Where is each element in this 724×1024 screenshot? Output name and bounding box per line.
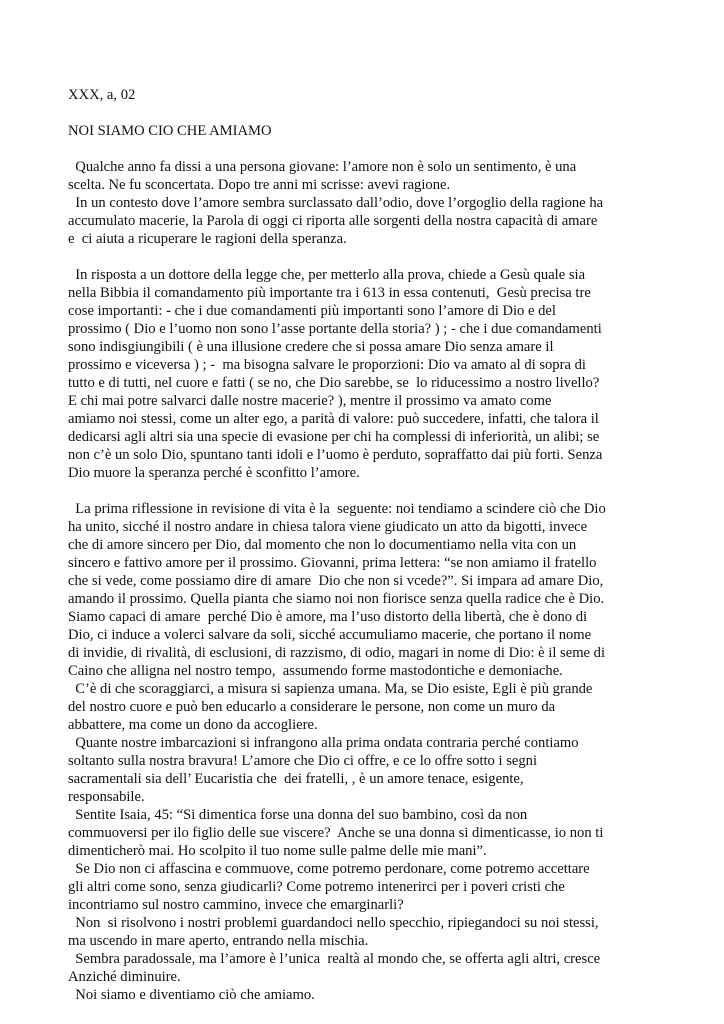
document-title: NOI SIAMO CIO CHE AMIAMO <box>68 123 272 139</box>
body-text-line: cose importanti: - che i due comandamenti più importanti sono l’amore di Dio e del <box>68 303 556 319</box>
body-text-line: amando il prossimo. Quella pianta che siamo noi non fiorisce senza quella radice che è Dio. <box>68 591 605 607</box>
body-text-line: dimenticherò mai. Ho scolpito il tuo nome sulle palme delle mie mani”. <box>68 843 487 859</box>
paragraph-gap <box>68 482 668 500</box>
body-text-line: Siamo capaci di amare perché Dio è amore, ma l’uso distorto della libertà, che è dono di <box>68 609 588 625</box>
body-text-line: prossimo ( Dio e l’uomo non sono l’asse portante della storia? ) ; - che i due comandamenti <box>68 321 602 337</box>
body-text-line: amiamo noi stessi, come un alter ego, a parità di valore: può succedere, infatti, che talora il <box>68 411 599 427</box>
body-text-line: soltanto sulla nostra bravura! L’amore che Dio ci offre, e ce lo offre sotto i segni <box>68 753 538 769</box>
body-text-line: di invidie, di rivalità, di esclusioni, di razzismo, di odio, magari in nome di Dio: è il seme di <box>68 645 606 661</box>
body-text-line: Noi siamo e diventiamo ciò che amiamo. <box>68 987 315 1003</box>
body-text-line: La prima riflessione in revisione di vita è la seguente: noi tendiamo a scindere ciò che Dio <box>68 501 606 517</box>
document-page <box>68 86 668 1004</box>
body-text-line: abbattere, ma come un dono da accogliere. <box>68 717 318 733</box>
body-text-line: responsabile. <box>68 789 145 805</box>
spacer <box>68 140 668 158</box>
body-text-line: commuoversi per ilo figlio delle sue viscere? Anche se una donna si dimenticasse, io non ti <box>68 825 604 841</box>
document-body <box>68 158 668 1004</box>
body-text-line: che di amore sincero per Dio, dal momento che non lo documentiamo nella vita con un <box>68 537 577 553</box>
body-text-line: sacramentali sia dell’ Eucaristia che dei fratelli, , è un amore tenace, esigente, <box>68 771 524 787</box>
body-text-line: dedicarsi agli altri sia una specie di evasione per chi ha complessi di inferiorità, un alibi; se <box>68 429 600 445</box>
body-text-line: Qualche anno fa dissi a una persona giovane: l’amore non è solo un sentimento, è una <box>68 159 577 175</box>
body-text-line: Sentite Isaia, 45: “Si dimentica forse una donna del suo bambino, così da non <box>68 807 528 823</box>
body-text-line: del nostro cuore e può ben educarlo a considerare le persone, non come un muro da <box>68 699 556 715</box>
body-text-line: sono indisgiungibili ( è una illusione credere che si possa amare Dio senza amare il <box>68 339 554 355</box>
body-text-line: Anziché diminuire. <box>68 969 181 985</box>
body-text-line: Dio, ci induce a volerci salvare da soli, sicché accumuliamo macerie, che portano il nome <box>68 627 592 643</box>
body-text-line: Non si risolvono i nostri problemi guardandoci nello specchio, ripiegandoci su noi stessi, <box>68 915 599 931</box>
body-text-line: prossimo e viceversa ) ; - ma bisogna salvare le proporzioni: Dio va amato al di sopra di <box>68 357 586 373</box>
body-text-line: Sembra paradossale, ma l’amore è l’unica realtà al mondo che, se offerta agli altri, cresce <box>68 951 601 967</box>
body-text-line: In un contesto dove l’amore sembra surclassato dall’odio, dove l’orgoglio della ragione ha <box>68 195 604 211</box>
body-text-line: e ci aiuta a ricuperare le ragioni della speranza. <box>68 231 347 247</box>
body-text-line: E chi mai potre salvarci dalle nostre macerie? ), mentre il prossimo va amato come <box>68 393 552 409</box>
body-text-line: gli altri come sono, senza giudicarli? Come potremo intenerirci per i poveri cristi che <box>68 879 565 895</box>
body-text-line: accumulato macerie, la Parola di oggi ci riporta alle sorgenti della nostra capacità di amare <box>68 213 598 229</box>
body-text-line: Caino che alligna nel nostro tempo, assumendo forme mastodontiche e demoniache. <box>68 663 563 679</box>
body-text-line: Se Dio non ci affascina e commuove, come potremo perdonare, come potremo accettare <box>68 861 590 877</box>
body-text-line: Quante nostre imbarcazioni si infrangono alla prima ondata contraria perché contiamo <box>68 735 579 751</box>
body-text-line: C’è di che scoraggiarci, a misura si sapienza umana. Ma, se Dio esiste, Egli è più grande <box>68 681 593 697</box>
body-text-line: sincero e fattivo amore per il prossimo. Giovanni, prima lettera: “se non amiamo il fratello <box>68 555 597 571</box>
body-text-line: che si vede, come possiamo dire di amare Dio che non si vcede?”. Si impara ad amare Dio, <box>68 573 604 589</box>
body-text-line: ma uscendo in mare aperto, entrando nella mischia. <box>68 933 369 949</box>
body-text-line: nella Bibbia il comandamento più importante tra i 613 in essa contenuti, Gesù precisa tre <box>68 285 591 301</box>
body-text-line: In risposta a un dottore della legge che, per metterlo alla prova, chiede a Gesù quale sia <box>68 267 586 283</box>
body-text-line: tutto e di tutti, nel cuore e fatti ( se no, che Dio sarebbe, se lo riducessimo a nostro livello? <box>68 375 600 391</box>
body-text-line: Dio muore la speranza perché è sconfitto l’amore. <box>68 465 360 481</box>
paragraph-gap <box>68 248 668 266</box>
body-text-line: non c’è un solo Dio, spuntano tanti idoli e l’uomo è perduto, sopraffatto dai più forti. Senza <box>68 447 603 463</box>
document-reference: XXX, a, 02 <box>68 87 136 103</box>
body-text-line: incontriamo sul nostro cammino, invece che emarginarli? <box>68 897 404 913</box>
body-text-line: ha unito, sicché il nostro andare in chiesa talora viene giudicato un atto da bigotti, invece <box>68 519 588 535</box>
spacer <box>68 104 668 122</box>
body-text-line: scelta. Ne fu sconcertata. Dopo tre anni mi scrisse: avevi ragione. <box>68 177 451 193</box>
